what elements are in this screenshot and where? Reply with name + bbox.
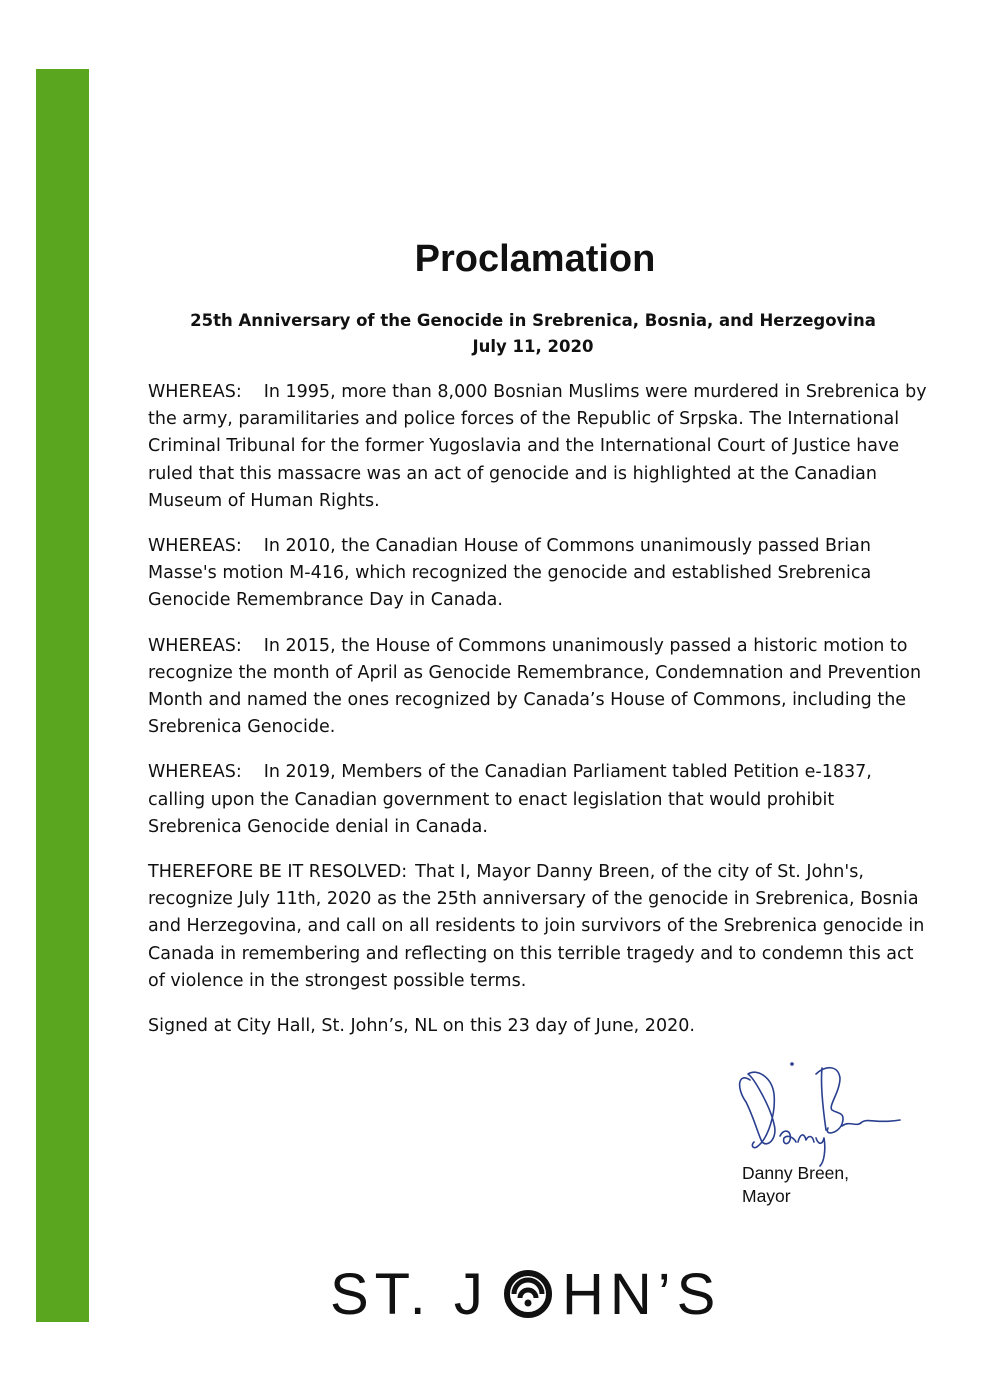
paragraph-whereas-4 bbox=[148, 759, 928, 841]
subtitle-line-1: 25th Anniversary of the Genocide in Srebrenica, Bosnia, and Herzegovina bbox=[190, 311, 876, 330]
paragraph-label: WHEREAS: bbox=[148, 382, 242, 402]
paragraph-resolved bbox=[148, 859, 928, 995]
paragraph-label: WHEREAS: bbox=[148, 536, 242, 557]
paragraph-text: In 2019, Members of the Canadian Parliament tabled Petition e-1837, calling upon the Canadian government to enact legislation that would prohibit Srebrenica Genocide denial in Canada. bbox=[148, 762, 872, 837]
paragraph-text: That I, Mayor Danny Breen, of the city of St. John's, recognize July 11th, 2020 as the 25th anniversary of the genocide in Srebrenica, Bosnia and Herzegovina, and call on all residents to join survivors of the Srebrenica genocide in Canada in remembering and reflecting on this terrible tragedy and to condemn this act of violence in the strongest possible terms. bbox=[148, 862, 925, 991]
green-accent-bar bbox=[36, 69, 89, 1322]
signer-block bbox=[742, 1162, 849, 1208]
paragraph-label: WHEREAS: bbox=[148, 635, 242, 656]
paragraph-label: WHEREAS: bbox=[148, 762, 242, 783]
signed-line: Signed at City Hall, St. John’s, NL on this 23 day of June, 2020. bbox=[148, 1016, 695, 1037]
paragraph-whereas-1 bbox=[148, 379, 928, 515]
logo-text-right: HN’S bbox=[562, 1262, 722, 1327]
page-title: Proclamation bbox=[414, 238, 656, 280]
st-johns-logo bbox=[330, 1258, 750, 1330]
signature-image bbox=[728, 1058, 928, 1168]
paragraph-label: THEREFORE BE IT RESOLVED: bbox=[148, 862, 408, 883]
paragraph-text: In 2015, the House of Commons unanimously passed a historic motion to recognize the month of April as Genocide Remembrance, Condemnation and Prevention Month and named the ones recognized by Canada’s House of Commons, including the Srebrenica Genocide. bbox=[148, 635, 922, 738]
signer-title: Mayor bbox=[742, 1186, 791, 1206]
paragraph-whereas-2 bbox=[148, 533, 928, 615]
paragraph-text: In 1995, more than 8,000 Bosnian Muslims were murdered in Srebrenica by the army, paramilitaries and police forces of the Republic of Srpska. The International Criminal Tribunal for the former Yugoslavia and the International Court of Justice have ruled that this massacre was an act of genocide and is highlighted at the Canadian Museum of Human Rights. bbox=[148, 382, 927, 511]
signer-name: Danny Breen, bbox=[742, 1163, 850, 1183]
subtitle bbox=[148, 308, 918, 360]
paragraph-whereas-3 bbox=[148, 633, 928, 742]
paragraph-text: In 2010, the Canadian House of Commons unanimously passed Brian Masse's motion M-416, which recognized the genocide and established Srebrenica Genocide Remembrance Day in Canada. bbox=[148, 536, 872, 611]
wifi-o-icon bbox=[507, 1273, 549, 1315]
logo-text-left: ST. J bbox=[330, 1262, 489, 1327]
proclamation-body bbox=[148, 379, 928, 1058]
subtitle-date: July 11, 2020 bbox=[472, 337, 594, 356]
